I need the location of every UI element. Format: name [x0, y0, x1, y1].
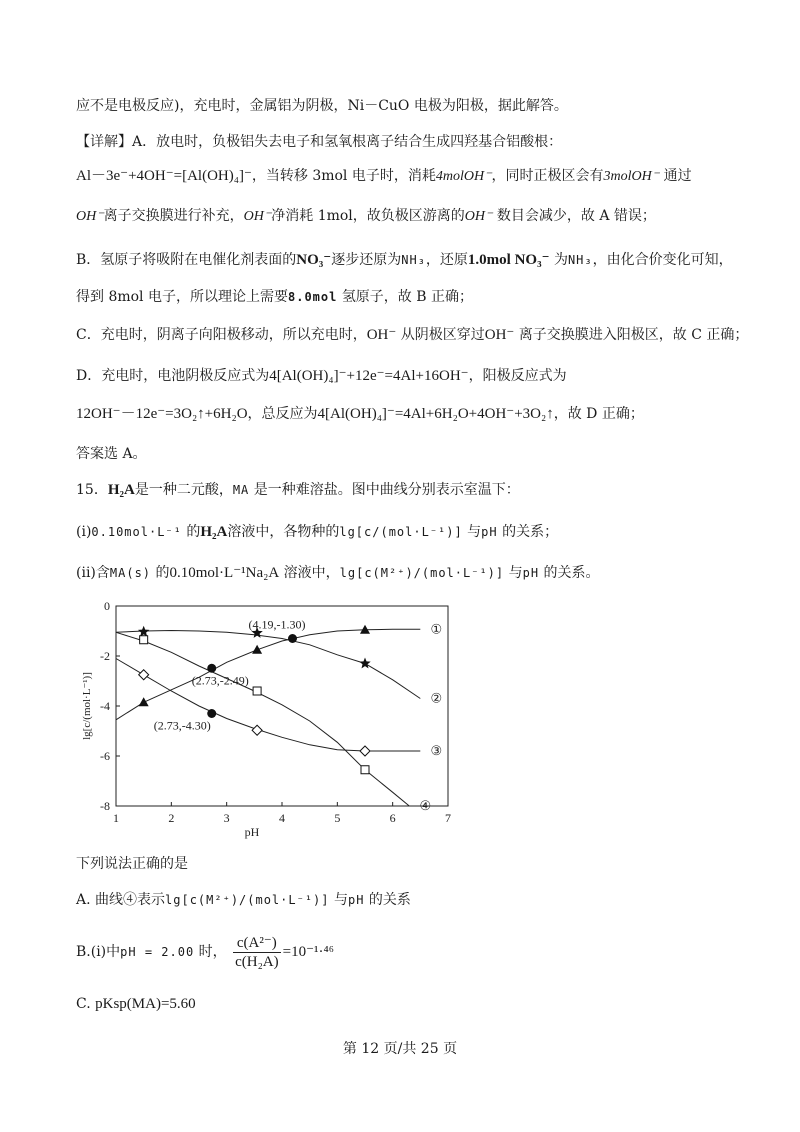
text-line-4: OH⁻离子交换膜进行补充，OH⁻净消耗 1mol，故负极区游离的OH⁻ 数目会减少，故 A 错误； — [76, 208, 656, 224]
y-tick-label: -2 — [100, 649, 110, 663]
star-marker — [138, 626, 149, 637]
text-line-1: 应不是电极反应)，充电时，金属铝为阴极，Ni－CuO 电极为阳极，据此解答。 — [76, 98, 568, 114]
series-label: ② — [430, 690, 443, 706]
text-line-6: 得到 8mol 电子，所以理论上需要8.0mol 氢原子，故 B 正确； — [76, 289, 474, 305]
text-line-8: D．充电时，电池阴极反应式为4[Al(OH)₄]⁻+12e⁻=4Al+16OH⁻，阳极反应式为 — [76, 368, 567, 384]
ask-text: 下列说法正确的是 — [76, 856, 188, 872]
chart-axes — [100, 599, 451, 825]
plot-frame — [116, 606, 448, 806]
option-b: B.(i)中pH = 2.00 时， $\frac{\text{c(A²⁻)}}{\text{c(H₂A)}}$ =10⁻¹·⁴⁶ — [76, 934, 334, 970]
chart-markers — [138, 625, 371, 774]
series-line — [116, 629, 420, 720]
y-tick-label: -8 — [100, 799, 110, 813]
text-line-5: B．氢原子将吸附在电催化剂表面的NO₃⁻逐步还原为NH₃，还原1.0mol NO₃⁻ 为NH₃，由化合价变化可知， — [76, 252, 733, 268]
annotation-label: (4.19,-1.30) — [248, 617, 306, 632]
series-label: ③ — [430, 743, 443, 758]
equation: Al－3e⁻+4OH⁻=[Al(OH)₄]⁻ — [76, 168, 252, 184]
square-marker — [361, 766, 369, 774]
square-marker — [253, 687, 261, 695]
x-axis-label: pH — [244, 825, 260, 839]
equation: 4[Al(OH)₄]⁻=4Al+6H₂O+4OH⁻+3O₂↑ — [317, 406, 554, 422]
fraction: $\frac{\text{c(A²⁻)}}{\text{c(H₂A)}}$ — [235, 934, 279, 970]
triangle-marker — [252, 645, 262, 654]
text-line-10: 答案选 A。 — [76, 446, 147, 462]
y-tick-label: 0 — [104, 599, 110, 613]
square-marker — [140, 636, 148, 644]
dot-marker — [207, 709, 216, 718]
star-marker — [359, 658, 370, 669]
diamond-marker — [252, 725, 262, 735]
x-tick-label: 4 — [279, 811, 285, 825]
y-tick-label: -6 — [100, 749, 110, 763]
text-line-9: 12OH⁻－12e⁻=3O₂↑+6H₂O，总反应为4[Al(OH)₄]⁻=4Al+6H₂O+4OH⁻+3O₂↑，故 D 正确； — [76, 406, 644, 422]
chart — [76, 596, 476, 846]
annotation-label: (2.73,-4.30) — [153, 718, 211, 733]
series-label: ① — [430, 621, 443, 637]
option-c: C. pKsp(MA)=5.60 — [76, 996, 196, 1012]
triangle-marker — [139, 697, 149, 706]
equation: 12OH⁻－12e⁻=3O₂↑+6H₂O — [76, 406, 248, 422]
annotation-label: (2.73,-2.49) — [191, 673, 249, 688]
diamond-marker — [360, 746, 370, 756]
x-tick-label: 2 — [168, 811, 175, 825]
x-tick-label: 1 — [113, 811, 119, 825]
x-tick-label: 6 — [389, 811, 396, 825]
dot-marker — [288, 634, 297, 643]
series-label: ④ — [419, 798, 432, 813]
dot-marker — [207, 664, 216, 673]
text-line-7: C．充电时，阴离子向阳极移动，所以充电时，OH⁻ 从阴极区穿过OH⁻ 离子交换膜进入阳极区，故 C 正确； — [76, 327, 749, 343]
series-line — [116, 631, 420, 699]
x-tick-label: 5 — [334, 811, 341, 825]
text-line-3: Al－3e⁻+4OH⁻=[Al(OH)₄]⁻，当转移 3mol 电子时，消耗4molOH⁻，同时正极区会有3molOH⁻ 通过 — [76, 168, 692, 184]
y-tick-label: -4 — [100, 699, 110, 713]
series-line — [116, 659, 420, 752]
question-15: 15．H₂A是一种二元酸，MA 是一种难溶盐。图中曲线分别表示室温下： — [76, 482, 520, 498]
option-a: A. 曲线④表示lg[c(M²⁺)/(mol·L⁻¹)] 与pH 的关系 — [76, 892, 411, 908]
y-axis-label: lg[c/(mol·L⁻¹)] — [81, 672, 93, 740]
x-tick-label: 7 — [445, 811, 451, 825]
condition-i: (i)0.10mol·L⁻¹ 的H₂A溶液中，各物种的lg[c/(mol·L⁻¹)] 与pH 的关系； — [76, 524, 559, 540]
page-footer: 第 12 页/共 25 页 — [342, 1041, 458, 1057]
condition-ii: (ii)含MA(s) 的0.10mol·L⁻¹Na₂A 溶液中，lg[c(M²⁺)/(mol·L⁻¹)] 与pH 的关系。 — [76, 565, 600, 581]
equation: 4[Al(OH)₄]⁻+12e⁻=4Al+16OH⁻ — [269, 368, 469, 384]
text-line-2: 【详解】A．放电时，负极铝失去电子和氢氧根离子结合生成四羟基合铝酸根： — [76, 134, 563, 150]
diamond-marker — [139, 670, 149, 680]
x-tick-label: 3 — [223, 811, 230, 825]
